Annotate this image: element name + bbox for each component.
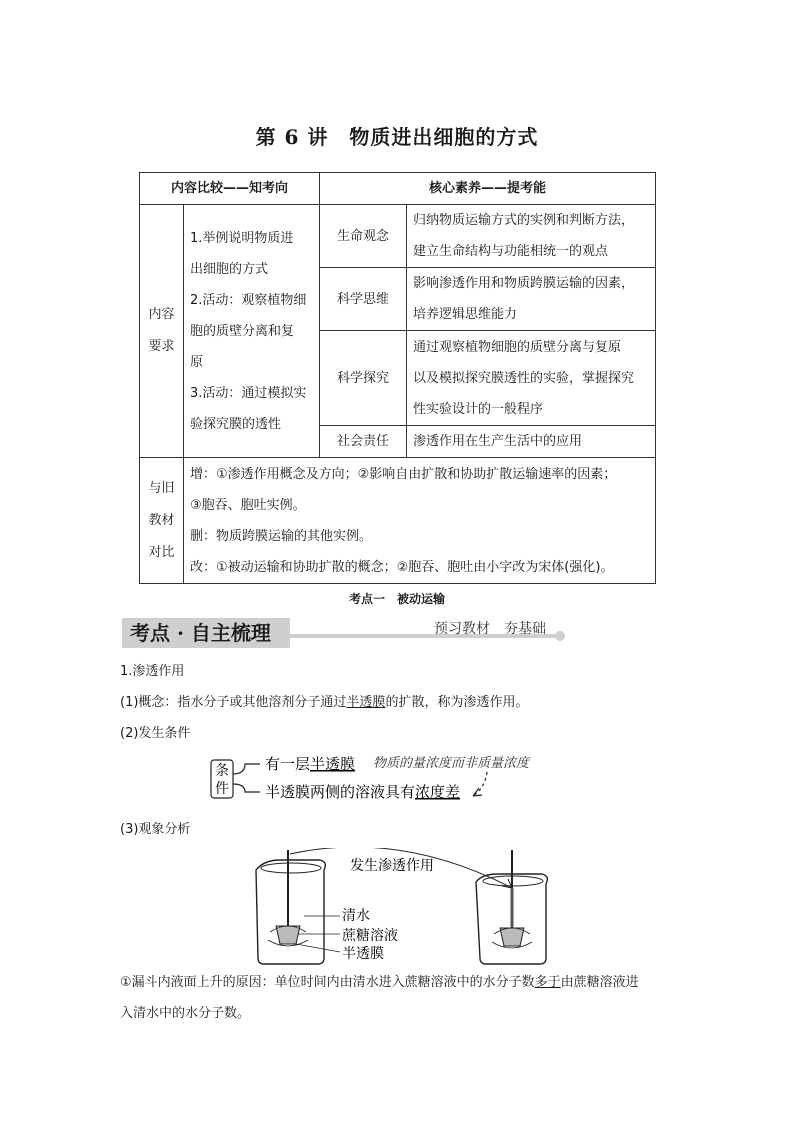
handwritten-note: 物质的量浓度而非质量浓度 [373, 756, 530, 771]
literacy-desc [407, 331, 656, 426]
literacy-name: 社会责任 [320, 426, 407, 458]
banner-title: 考点 · 自主梳理 [122, 618, 290, 648]
concept-underlined: 半透膜 [346, 695, 386, 710]
req-item: 3.活动：通过模拟实 [190, 385, 307, 401]
label-membrane: 半透膜 [342, 946, 384, 962]
header-core-literacy: 核心素养——提考能 [320, 173, 656, 205]
old-label: 教材 [148, 512, 175, 528]
literacy-line: 通过观察植物细胞的质壁分离与复原 [413, 339, 622, 355]
compare-line: 增：①渗透作用概念及方向；②影响自由扩散和协助扩散运输速率的因素； [190, 466, 617, 482]
req-item: 出细胞的方式 [190, 261, 269, 277]
page-title: 第 6 讲 物质进出细胞的方式 [255, 125, 539, 149]
paragraph-cause-cont: 入清水中的水分子数。 [120, 1006, 251, 1021]
condition-line-1: 有一层半透膜 [265, 755, 356, 773]
osmosis-figure [250, 848, 570, 968]
concept-paragraph [120, 693, 528, 713]
compare-line: 改：①被动运输和协助扩散的概念；②胞吞、胞吐由小字改为宋体(强化)。 [190, 559, 614, 575]
literacy-line: 渗透作用在生产生活中的应用 [413, 434, 583, 449]
req-items-cell [184, 205, 320, 458]
old-textbook-label-cell [140, 458, 184, 584]
req-item: 验探究膜的透性 [190, 416, 282, 432]
condition-box-char: 条 [215, 763, 229, 779]
banner-subtitle: 预习教材 夯基础 [434, 621, 546, 637]
leader-line [296, 944, 340, 952]
beaker-rim [261, 863, 321, 873]
brace-line [233, 784, 260, 792]
old-textbook-compare [184, 458, 656, 584]
literacy-line: 影响渗透作用和物质跨膜运输的因素， [413, 276, 635, 291]
beaker-left [256, 860, 325, 964]
arrow-label: 发生渗透作用 [350, 858, 434, 874]
section-banner [122, 614, 567, 654]
req-item: 原 [190, 354, 204, 370]
req-label-1: 内容 [148, 307, 175, 322]
literacy-name: 科学思维 [320, 268, 407, 331]
cause-text: 由蔗糖溶液进 [560, 975, 639, 990]
req-item: 胞的质壁分离和复 [190, 323, 295, 339]
condition-line-2: 半透膜两侧的溶液具有浓度差 [265, 783, 461, 801]
brace-line [233, 764, 260, 774]
header-content-compare: 内容比较——知考向 [140, 173, 320, 205]
condition-box-char: 件 [215, 781, 229, 797]
concept-text: 的扩散，称为渗透作用。 [385, 695, 529, 710]
literacy-line: 培养逻辑思维能力 [413, 307, 518, 322]
literacy-desc [407, 268, 656, 331]
concept-text: (1)概念：指水分子或其他溶剂分子通过 [120, 695, 347, 710]
literacy-desc [407, 426, 656, 458]
req-label-2: 要求 [148, 339, 175, 354]
label-sucrose: 蔗糖溶液 [342, 928, 398, 944]
cause-underlined: 多于 [534, 975, 561, 990]
label-clear-water: 清水 [342, 908, 370, 924]
literacy-line: 建立生命结构与功能相统一的观点 [413, 244, 609, 259]
condition-diagram [205, 748, 585, 808]
compare-line: ③胞吞、胞吐实例。 [190, 497, 306, 513]
banner-dot [555, 631, 565, 641]
req-label-cell [140, 205, 184, 458]
literacy-line: 性实验设计的一般程序 [413, 401, 544, 417]
old-label: 与旧 [148, 480, 175, 496]
literacy-name: 科学探究 [320, 331, 407, 426]
heading-osmosis: 1.渗透作用 [120, 664, 185, 679]
literacy-name: 生命观念 [320, 205, 407, 268]
literacy-line: 归纳物质运输方式的实例和判断方法， [413, 213, 635, 228]
cause-text: ①漏斗内液面上升的原因：单位时间内由清水进入蔗糖溶液中的水分子数 [120, 975, 535, 990]
observation-heading: (3)观象分析 [120, 822, 191, 837]
funnel-bulb [500, 928, 524, 946]
section-subtitle: 考点一 被动运输 [348, 592, 445, 606]
condition-heading: (2)发生条件 [120, 726, 191, 741]
old-label: 对比 [148, 544, 175, 560]
compare-line: 删：物质跨膜运输的其他实例。 [190, 528, 373, 544]
content-requirements-table [139, 172, 656, 584]
literacy-desc [407, 205, 656, 268]
funnel-bulb [276, 926, 300, 944]
req-item: 1.举例说明物质进 [190, 230, 294, 246]
literacy-line: 以及模拟探究膜透性的实验，掌握探究 [413, 370, 635, 386]
req-item: 2.活动：观察植物细 [190, 292, 307, 308]
paragraph-cause [120, 973, 680, 993]
